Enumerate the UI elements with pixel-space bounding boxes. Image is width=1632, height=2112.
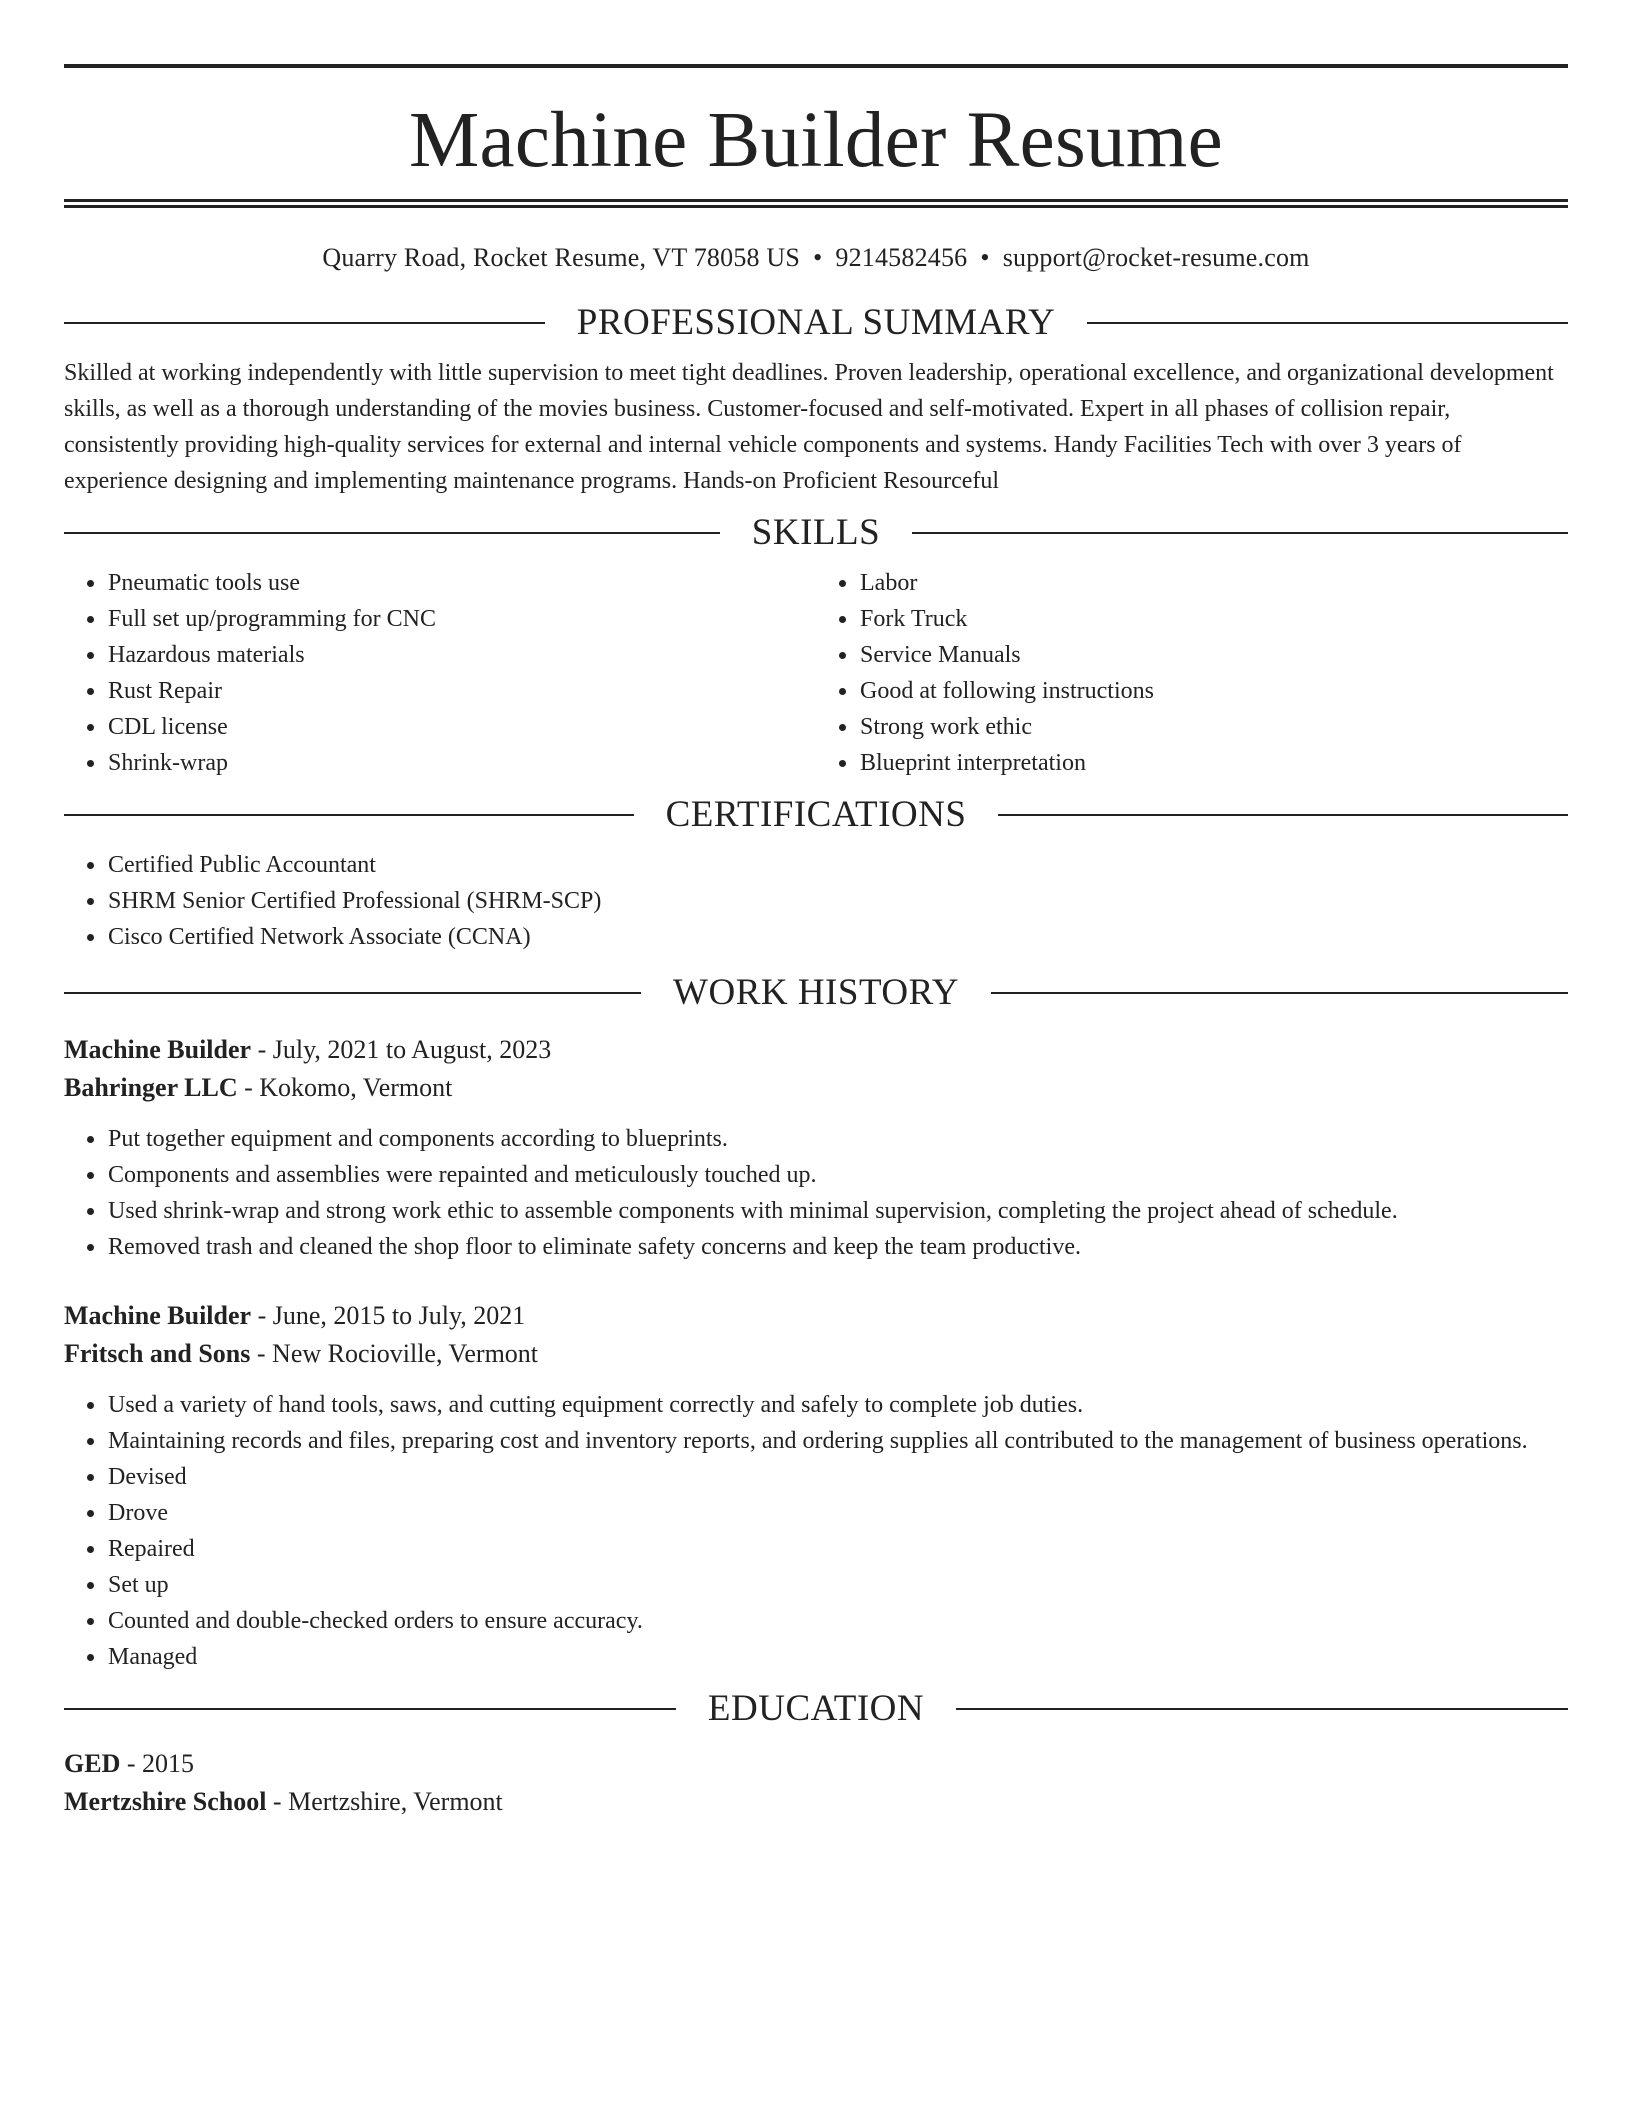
section-heading-summary <box>64 299 1568 347</box>
heading-rule <box>912 532 1568 534</box>
skill-item: • Fork Truck <box>859 601 1568 637</box>
job-company-line <box>64 1069 1568 1107</box>
job-duty-item: • Drove <box>107 1495 1568 1531</box>
skill-item: • Strong work ethic <box>859 709 1568 745</box>
job-duty-item: • Removed trash and cleaned the shop floor to eliminate safety concerns and keep the team productive. <box>107 1229 1568 1265</box>
contact-phone[interactable]: 9214582456 <box>835 243 968 272</box>
job-company-line <box>64 1335 1568 1373</box>
certification-item: • Certified Public Accountant <box>107 847 1568 883</box>
education-degree: GED <box>64 1749 121 1778</box>
certifications-list <box>64 847 1568 955</box>
job-duty-item: • Put together equipment and components according to blueprints. <box>107 1121 1568 1157</box>
heading-rule <box>64 532 720 534</box>
section-heading-skills <box>64 509 1568 557</box>
job-title: Machine Builder <box>64 1035 252 1064</box>
job-dates: - July, 2021 to August, 2023 <box>257 1035 552 1064</box>
education-entry <box>64 1745 1568 1821</box>
job-duty-item: • Used a variety of hand tools, saws, and cutting equipment correctly and safely to complete job duties. <box>107 1387 1568 1423</box>
contact-line <box>64 243 1568 273</box>
job-duty-item: • Set up <box>107 1567 1568 1603</box>
education-school-line <box>64 1783 1568 1821</box>
job-company: Fritsch and Sons <box>64 1339 251 1368</box>
summary-text: Skilled at working independently with little supervision to meet tight deadlines. Proven leadership, operational excellence, and organizational development skills, as well as a thorough understanding of the movies business. Customer-focused and self-motivated. Expert in all phases of collision repair, consistently providing high-quality services for external and internal vehicle components and systems. Handy Facilities Tech with over 3 years of experience designing and implementing maintenance programs. Hands-on Proficient Resourceful <box>64 360 1554 494</box>
skills-column-left <box>64 565 816 781</box>
job-entry <box>64 1297 1568 1675</box>
heading-rule <box>64 992 641 994</box>
title-double-rule <box>64 199 1568 208</box>
skill-item: • Full set up/programming for CNC <box>107 601 816 637</box>
job-duty-item: • Managed <box>107 1639 1568 1675</box>
job-company: Bahringer LLC <box>64 1073 238 1102</box>
education-year: - 2015 <box>126 1749 195 1778</box>
education-school: Mertzshire School <box>64 1787 267 1816</box>
section-title: PROFESSIONAL SUMMARY <box>576 302 1056 343</box>
contact-separator: • <box>980 243 990 272</box>
contact-email[interactable]: support@rocket-resume.com <box>1002 243 1310 272</box>
section-title: SKILLS <box>751 512 881 553</box>
job-location: - New Rocioville, Vermont <box>256 1339 539 1368</box>
heading-rule <box>991 992 1568 994</box>
job-duty-item: • Repaired <box>107 1531 1568 1567</box>
heading-rule <box>64 814 634 816</box>
job-title-line <box>64 1031 1568 1069</box>
skill-item: • Labor <box>859 565 1568 601</box>
skill-item: • Pneumatic tools use <box>107 565 816 601</box>
skill-item: • CDL license <box>107 709 816 745</box>
heading-rule <box>64 1708 676 1710</box>
skill-item: • Blueprint interpretation <box>859 745 1568 781</box>
section-title: WORK HISTORY <box>673 972 959 1013</box>
skill-item: • Hazardous materials <box>107 637 816 673</box>
job-dates: - June, 2015 to July, 2021 <box>257 1301 526 1330</box>
heading-rule <box>998 814 1568 816</box>
skill-item: • Service Manuals <box>859 637 1568 673</box>
section-heading-certifications <box>64 791 1568 839</box>
section-heading-education <box>64 1685 1568 1733</box>
job-title-line <box>64 1297 1568 1335</box>
job-duty-item: • Devised <box>107 1459 1568 1495</box>
certification-item: • Cisco Certified Network Associate (CCNA) <box>107 919 1568 955</box>
job-duty-item: • Used shrink-wrap and strong work ethic to assemble components with minimal supervision, completing the project ahead of schedule. <box>107 1193 1568 1229</box>
heading-rule <box>64 322 545 324</box>
job-duty-item: • Maintaining records and files, preparing cost and inventory reports, and ordering supplies all contributed to the management of business operations. <box>107 1423 1568 1459</box>
education-degree-line <box>64 1745 1568 1783</box>
job-duties <box>64 1387 1568 1675</box>
section-heading-work-history <box>64 969 1568 1017</box>
skills-column-right <box>816 565 1568 781</box>
job-duties <box>64 1121 1568 1265</box>
contact-address: Quarry Road, Rocket Resume, VT 78058 US <box>322 243 801 272</box>
contact-separator: • <box>813 243 823 272</box>
heading-rule <box>1087 322 1568 324</box>
job-entry <box>64 1031 1568 1265</box>
certification-item: • SHRM Senior Certified Professional (SHRM-SCP) <box>107 883 1568 919</box>
education-location: - Mertzshire, Vermont <box>272 1787 503 1816</box>
section-title: CERTIFICATIONS <box>665 794 967 835</box>
heading-rule <box>956 1708 1568 1710</box>
skills-list <box>64 565 1568 781</box>
skill-item: • Good at following instructions <box>859 673 1568 709</box>
skill-item: • Shrink-wrap <box>107 745 816 781</box>
job-location: - Kokomo, Vermont <box>244 1073 453 1102</box>
job-duty-item: • Components and assemblies were repainted and meticulously touched up. <box>107 1157 1568 1193</box>
resume-page <box>64 64 1568 1821</box>
skill-item: • Rust Repair <box>107 673 816 709</box>
section-title: EDUCATION <box>707 1688 925 1729</box>
job-title: Machine Builder <box>64 1301 252 1330</box>
job-duty-item: • Counted and double-checked orders to ensure accuracy. <box>107 1603 1568 1639</box>
page-title: Machine Builder Resume <box>409 97 1223 184</box>
